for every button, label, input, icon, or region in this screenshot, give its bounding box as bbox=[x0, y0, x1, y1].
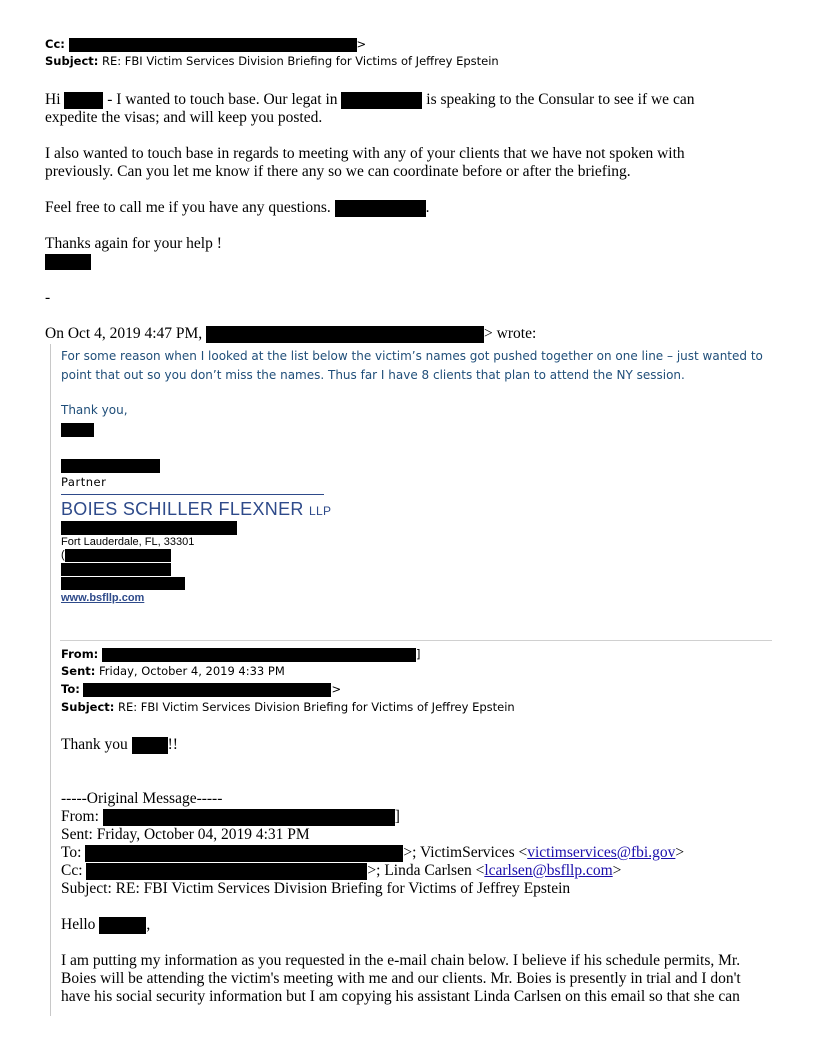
firm-suffix: LLP bbox=[309, 504, 332, 518]
subject-label: Subject: bbox=[61, 700, 115, 714]
top-subject-line bbox=[45, 54, 499, 69]
body-paragraph-1-line2: expedite the visas; and will keep you posted. bbox=[45, 109, 323, 126]
signature-title: Partner bbox=[61, 475, 107, 489]
from-label: From: bbox=[61, 808, 99, 825]
firm-name bbox=[61, 499, 331, 520]
from-label: From: bbox=[61, 647, 99, 661]
reply2-thank-you bbox=[61, 736, 178, 754]
original-hello bbox=[61, 916, 150, 934]
sent-label: Sent: bbox=[61, 664, 96, 678]
body-paragraph-2: I also wanted to touch base in regards to meeting with any of your clients that we have not spoken with previously. Can you let me know if there any so we can coordinate before or after the briefing. bbox=[45, 145, 685, 180]
hello-end: , bbox=[146, 916, 151, 933]
paragraph-text: . bbox=[425, 199, 430, 216]
forward-subject-line bbox=[61, 700, 515, 715]
top-cc-line bbox=[45, 37, 366, 52]
redaction-block bbox=[65, 549, 171, 562]
redaction-block bbox=[85, 845, 403, 862]
thank-you-text: Thank you bbox=[61, 736, 128, 753]
redaction-block bbox=[103, 809, 395, 826]
email-link[interactable]: victimservices@fbi.gov bbox=[527, 844, 676, 861]
from-suffix: ] bbox=[415, 647, 421, 661]
forward-from-line bbox=[61, 647, 420, 662]
hello-text: Hello bbox=[61, 916, 96, 933]
body-paragraph-1 bbox=[45, 91, 694, 109]
to-suffix: > bbox=[331, 682, 342, 696]
reply-thanks: Thank you, bbox=[61, 403, 128, 417]
sent-value: Friday, October 4, 2019 4:33 PM bbox=[99, 664, 285, 678]
subject-value: RE: FBI Victim Services Division Briefing for Victims of Jeffrey Epstein bbox=[102, 54, 499, 68]
redaction-block bbox=[206, 326, 484, 343]
greeting-hi: Hi bbox=[45, 91, 61, 108]
quote-date: On Oct 4, 2019 4:47 PM, bbox=[45, 325, 203, 342]
original-message-marker: -----Original Message----- bbox=[61, 790, 223, 807]
dash-line: - bbox=[45, 289, 51, 306]
cc-end: > bbox=[612, 862, 622, 879]
signature-rule bbox=[61, 494, 324, 495]
wrote-text: > wrote: bbox=[484, 325, 537, 342]
cc-label: Cc: bbox=[45, 37, 65, 51]
redaction-block bbox=[69, 38, 357, 52]
redaction-block bbox=[102, 648, 416, 662]
quote-intro-line bbox=[45, 325, 536, 343]
to-text: >; VictimServices < bbox=[403, 844, 528, 861]
redaction-block bbox=[45, 254, 91, 270]
to-label: To: bbox=[61, 844, 82, 861]
redaction-block bbox=[61, 577, 185, 590]
signature-phone-paren: ( bbox=[61, 549, 65, 561]
body-paragraph-3 bbox=[45, 199, 430, 217]
paragraph-text: - I wanted to touch base. Our legat in bbox=[107, 91, 338, 108]
firm-name-text: BOIES SCHILLER FLEXNER bbox=[61, 499, 304, 519]
subject-label: Subject: bbox=[45, 54, 99, 68]
paragraph-text: is speaking to the Consular to see if we can bbox=[426, 91, 695, 108]
signature-city: Fort Lauderdale, FL, 33301 bbox=[61, 536, 195, 548]
email-link[interactable]: lcarlsen@bsfllp.com bbox=[484, 862, 613, 879]
to-label: To: bbox=[61, 682, 80, 696]
reply-paragraph: For some reason when I looked at the list below the victim’s names got pushed together on one line – just wanted to point that out so you don’t miss the names. Thus far I have 8 clients that plan to attend the NY session. bbox=[61, 349, 763, 382]
redaction-block bbox=[61, 563, 171, 576]
redaction-block bbox=[61, 423, 94, 437]
redaction-block bbox=[335, 200, 426, 217]
redaction-block bbox=[86, 863, 367, 880]
cc-suffix: > bbox=[356, 37, 367, 51]
redaction-block bbox=[341, 92, 422, 109]
body-paragraph-4: Thanks again for your help ! bbox=[45, 235, 222, 252]
original-body: I am putting my information as you requested in the e-mail chain below. I believe if his schedule permits, Mr. Boies will be attending the victim's meeting with me and our clients. Mr. Boies is presently in trial and I don't have his social security information but I am copying his assistant Linda Carlsen on this email so that she can bbox=[61, 952, 741, 1005]
paragraph-text: Feel free to call me if you have any questions. bbox=[45, 199, 331, 216]
original-cc-line bbox=[61, 862, 621, 880]
website-link[interactable] bbox=[61, 592, 144, 605]
quote-bar bbox=[50, 344, 51, 1016]
to-end: > bbox=[675, 844, 685, 861]
redaction-block bbox=[99, 917, 146, 934]
redaction-block bbox=[61, 521, 237, 535]
redaction-block bbox=[61, 459, 160, 473]
from-suffix: ] bbox=[394, 808, 400, 825]
original-to-line bbox=[61, 844, 684, 862]
subject-value: RE: FBI Victim Services Division Briefing for Victims of Jeffrey Epstein bbox=[118, 700, 515, 714]
cc-label: Cc: bbox=[61, 862, 83, 879]
redaction-block bbox=[132, 737, 168, 754]
header-divider bbox=[60, 640, 772, 641]
exclaim-text: !! bbox=[167, 736, 178, 753]
original-sent-line: Sent: Friday, October 04, 2019 4:31 PM bbox=[61, 826, 310, 843]
original-from-line bbox=[61, 808, 400, 826]
original-subject-line: Subject: RE: FBI Victim Services Division Briefing for Victims of Jeffrey Epstein bbox=[61, 880, 571, 897]
redaction-block bbox=[83, 683, 331, 697]
forward-sent-line bbox=[61, 664, 285, 679]
redaction-block bbox=[64, 92, 103, 109]
website-link-text[interactable]: www.bsfllp.com bbox=[61, 592, 145, 604]
forward-to-line bbox=[61, 682, 341, 697]
cc-text: >; Linda Carlsen < bbox=[367, 862, 485, 879]
